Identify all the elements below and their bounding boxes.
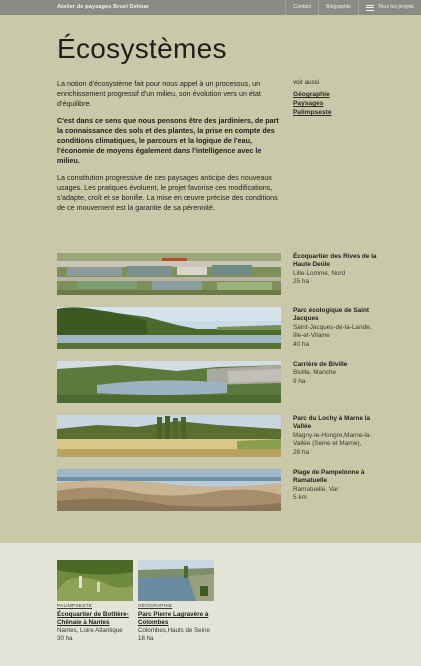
project-photo[interactable] [57, 307, 281, 349]
intro-paragraph: C'est dans ce sens que nous pensons être des jardiniers, de part la connaissance des sols et des plantes, la prise en compte des conditions climatiques, le parcours et la logique de l'eau, l'économie de moyens également dans l'intelligence avec le milieu. [57, 115, 279, 166]
project-area: 9 ha [293, 377, 306, 385]
intro-paragraph: La notion d'écosystème fait pour nous appel à un processus, un enrichissement progressif d'un milieu, son évolution vers un état d'équilibre. [57, 79, 261, 109]
see-also-link-geographie[interactable]: Géographie [293, 91, 330, 98]
project-location: Saint-Jacques-de-la-Lande, Ille-et-Vilaine [293, 323, 372, 340]
top-bar [0, 0, 421, 15]
project-location: Ramatuelle, Var [293, 485, 339, 493]
nav-biographie[interactable] [318, 0, 358, 15]
project-info [293, 253, 379, 287]
project-photo[interactable] [57, 253, 281, 295]
see-also-link-paysages[interactable]: Paysages [293, 100, 324, 107]
related-projects [0, 543, 421, 666]
project-photo[interactable] [57, 415, 281, 457]
project-photo[interactable] [57, 469, 281, 511]
site-brand[interactable]: Atelier de paysages Bruel Delmar [57, 4, 150, 10]
nav-contact-label: Contact [293, 4, 312, 10]
project-item[interactable] [57, 253, 377, 295]
related-area: 30 ha [57, 635, 73, 642]
related-title[interactable]: Parc Pierre Lagravère à Colombes [138, 611, 209, 626]
project-area: 25 ha [293, 278, 309, 286]
project-title[interactable]: Carrière de Biville [293, 361, 348, 368]
related-title[interactable]: Écoquartier de Bottière-Chênaie à Nantes [57, 611, 129, 626]
intro-text [57, 79, 281, 219]
project-photo[interactable] [57, 361, 281, 403]
project-area: 5 km [293, 494, 307, 502]
page-title: Écosystèmes [57, 33, 227, 64]
project-title[interactable]: Parc du Lochy à Marne la Vallée [293, 415, 371, 431]
related-category[interactable]: GÉOGRAPHIE [138, 604, 173, 609]
related-location: Nantes, Loire Atlantique [57, 627, 123, 634]
related-card[interactable] [57, 560, 133, 643]
project-location: Lille-Lomme, Nord [293, 269, 346, 277]
nav-contact[interactable] [285, 0, 318, 15]
project-info [293, 469, 379, 503]
project-location: Biville, Manche [293, 369, 336, 377]
project-title[interactable]: Écoquartier des Rives de la Haute Deûle [293, 253, 377, 269]
project-title[interactable]: Parc écologique de Saint Jacques [293, 307, 369, 323]
nav-all-projects[interactable] [358, 0, 421, 15]
nav-all-projects-label: Tous les projets [377, 4, 414, 10]
top-nav [285, 0, 421, 15]
related-card[interactable] [138, 560, 214, 643]
project-info [293, 307, 379, 349]
related-category[interactable]: PALIMPSESTE [57, 604, 93, 609]
related-photo[interactable] [57, 560, 133, 601]
nav-biographie-label: Biographie [326, 4, 351, 10]
intro-paragraph: La constitution progressive de ces paysages anticipe des nouveaux usages. Les pratiques évoluent, le projet favorise ces modifications, s'adapte, croît et se bonifie. La mise en œuvre précise des conditions de ce mouvement est la garantie de sa pérennité. [57, 172, 278, 213]
project-item[interactable] [57, 469, 377, 511]
project-title[interactable]: Plage de Pampelonne à Ramatuelle [293, 469, 365, 485]
see-also-label: voir aussi [293, 79, 320, 86]
project-location: Magny-le-Hongre,Marne-la-Vallée (Seine et Marne), [293, 431, 372, 448]
see-also [293, 79, 331, 117]
project-info [293, 361, 379, 386]
hamburger-menu-icon [366, 5, 374, 11]
project-area: 40 ha [293, 340, 309, 348]
project-info [293, 415, 379, 457]
project-item[interactable] [57, 307, 377, 349]
related-location: Colombes,Hauts de Seine [138, 627, 210, 634]
project-item[interactable] [57, 361, 377, 403]
see-also-link-palimpseste[interactable]: Palimpseste [293, 109, 332, 116]
project-item[interactable] [57, 415, 377, 457]
related-photo[interactable] [138, 560, 214, 601]
related-area: 18 ha [138, 635, 154, 642]
project-area: 29 ha [293, 448, 309, 456]
